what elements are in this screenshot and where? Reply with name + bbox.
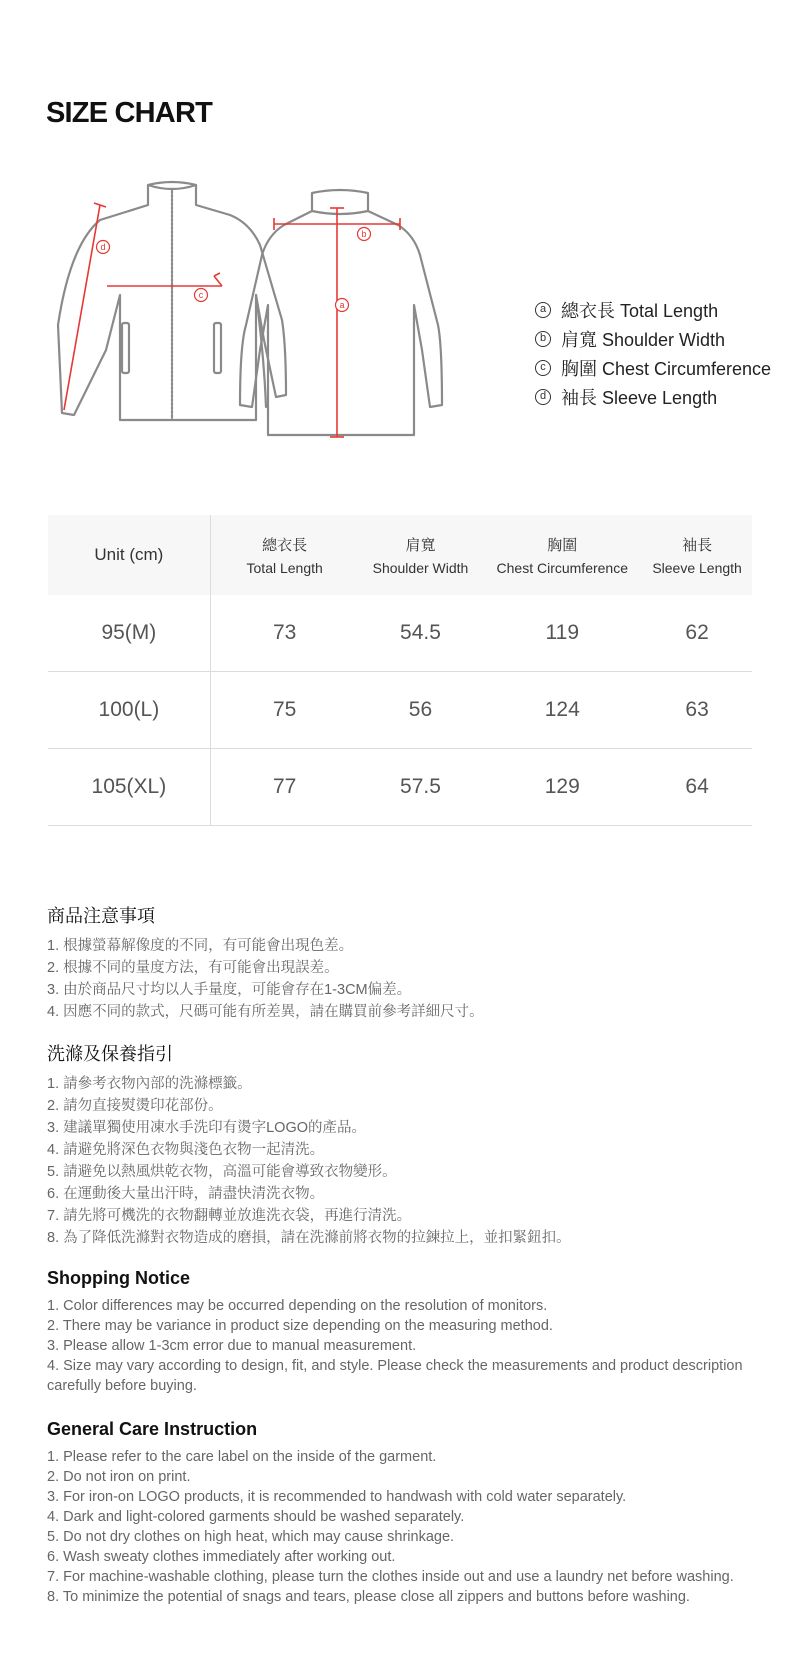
table-cell: 64	[685, 775, 709, 798]
list-item: 4. Size may vary according to design, fit, and style. Please check the measurements and product description carefully before buying.	[47, 1358, 743, 1394]
list-item: 2. Do not iron on print.	[47, 1469, 191, 1485]
list-item: 1. 請參考衣物內部的洗滌標籤。	[47, 1076, 252, 1092]
section-heading: General Care Instruction	[47, 1419, 258, 1439]
size-table	[48, 515, 752, 826]
legend-label: 總衣長 Total Length	[561, 300, 719, 321]
size-cell: 95(M)	[48, 595, 211, 671]
legend-label: 胸圍 Chest Circumference	[561, 358, 772, 379]
legend-item-sleeve-length	[535, 382, 771, 411]
table-cell: 63	[685, 698, 709, 721]
page-title: SIZE CHART	[46, 97, 213, 129]
list-item: 2. 根據不同的量度方法，有可能會出現誤差。	[47, 960, 339, 976]
list-item: 8. To minimize the potential of snags and tears, please close all zippers and buttons before washing.	[47, 1589, 690, 1605]
table-cell: 57.5	[400, 775, 441, 798]
back-jacket-outline	[240, 190, 442, 435]
list-item: 5. Do not dry clothes on high heat, which may cause shrinkage.	[47, 1529, 455, 1545]
list-item: 4. Dark and light-colored garments should be washed separately.	[47, 1509, 465, 1525]
list-item: 3. 由於商品尺寸均以人手量度，可能會存在1-3CM偏差。	[47, 982, 412, 998]
marker-d-letter: d	[100, 242, 106, 252]
header-unit: Unit (cm)	[48, 515, 211, 595]
marker-b-icon: b	[535, 331, 551, 347]
marker-c-letter: c	[198, 290, 204, 300]
measurement-legend	[535, 295, 771, 411]
marker-d-icon: d	[535, 389, 551, 405]
section-heading: Shopping Notice	[47, 1268, 190, 1288]
list-item: 8. 為了降低洗滌對衣物造成的磨損，請在洗滌前將衣物的拉鍊拉上，並扣緊鈕扣。	[47, 1230, 571, 1246]
table-cell: 77	[272, 775, 297, 798]
list-item: 6. Wash sweaty clothes immediately after working out.	[47, 1549, 396, 1565]
table-header	[48, 515, 752, 595]
shopping-notice-zh	[47, 902, 762, 1023]
list-item: 5. 請避免以熱風烘乾衣物，高溫可能會導致衣物變形。	[47, 1164, 397, 1180]
list-item: 3. For iron-on LOGO products, it is recommended to handwash with cold water separately.	[47, 1489, 627, 1505]
shopping-notice-en	[47, 1268, 762, 1396]
list-item: 1. 根據螢幕解像度的不同，有可能會出現色差。	[47, 938, 354, 954]
table-row	[48, 672, 752, 749]
header-chest: 胸圍 Chest Circumference	[496, 537, 629, 576]
table-cell: 54.5	[400, 621, 441, 644]
list-item: 6. 在運動後大量出汗時，請盡快清洗衣物。	[47, 1186, 325, 1202]
table-cell: 119	[545, 621, 580, 644]
care-instruction-en	[47, 1419, 762, 1607]
section-heading: 商品注意事項	[47, 906, 155, 926]
legend-item-shoulder-width	[535, 324, 771, 353]
table-cell: 124	[544, 698, 580, 721]
table-cell: 73	[272, 621, 297, 644]
marker-a-icon: a	[535, 302, 551, 318]
list-item: 4. 請避免將深色衣物與淺色衣物一起清洗。	[47, 1142, 325, 1158]
legend-item-total-length	[535, 295, 771, 324]
size-cell: 100(L)	[48, 672, 211, 748]
list-item: 4. 因應不同的款式，尺碼可能有所差異，請在購買前參考詳細尺寸。	[47, 1004, 484, 1020]
header-total-length: 總衣長 Total Length	[246, 537, 323, 576]
list-item: 2. 請勿直接熨燙印花部份。	[47, 1098, 223, 1114]
list-item: 3. Please allow 1-3cm error due to manual measurement.	[47, 1338, 417, 1354]
header-shoulder-width: 肩寬 Shoulder Width	[372, 537, 469, 576]
list-item: 1. Color differences may be occurred depending on the resolution of monitors.	[47, 1298, 548, 1314]
list-item: 1. Please refer to the care label on the inside of the garment.	[47, 1449, 437, 1465]
marker-c-icon: c	[535, 360, 551, 376]
care-instruction-zh	[47, 1040, 762, 1249]
header-sleeve-length: 袖長 Sleeve Length	[652, 537, 742, 576]
list-item: 7. For machine-washable clothing, please turn the clothes inside out and use a laundry net before washing.	[47, 1569, 734, 1585]
table-cell: 56	[408, 698, 433, 721]
size-cell: 105(XL)	[48, 749, 211, 825]
list-item: 7. 請先將可機洗的衣物翻轉並放進洗衣袋，再進行清洗。	[47, 1208, 412, 1224]
list-item: 3. 建議單獨使用凍水手洗印有燙字LOGO的產品。	[47, 1120, 367, 1136]
table-row	[48, 749, 752, 826]
legend-label: 肩寬 Shoulder Width	[561, 329, 726, 350]
table-row	[48, 595, 752, 672]
jacket-diagram	[50, 175, 480, 445]
table-cell: 129	[544, 775, 580, 798]
list-item: 2. There may be variance in product size depending on the measuring method.	[47, 1318, 553, 1334]
table-cell: 62	[685, 621, 709, 644]
marker-a-letter: a	[339, 300, 345, 310]
table-cell: 75	[272, 698, 297, 721]
legend-item-chest	[535, 353, 771, 382]
marker-b-letter: b	[361, 229, 367, 239]
section-heading: 洗滌及保養指引	[47, 1044, 173, 1064]
legend-label: 袖長 Sleeve Length	[561, 387, 718, 408]
